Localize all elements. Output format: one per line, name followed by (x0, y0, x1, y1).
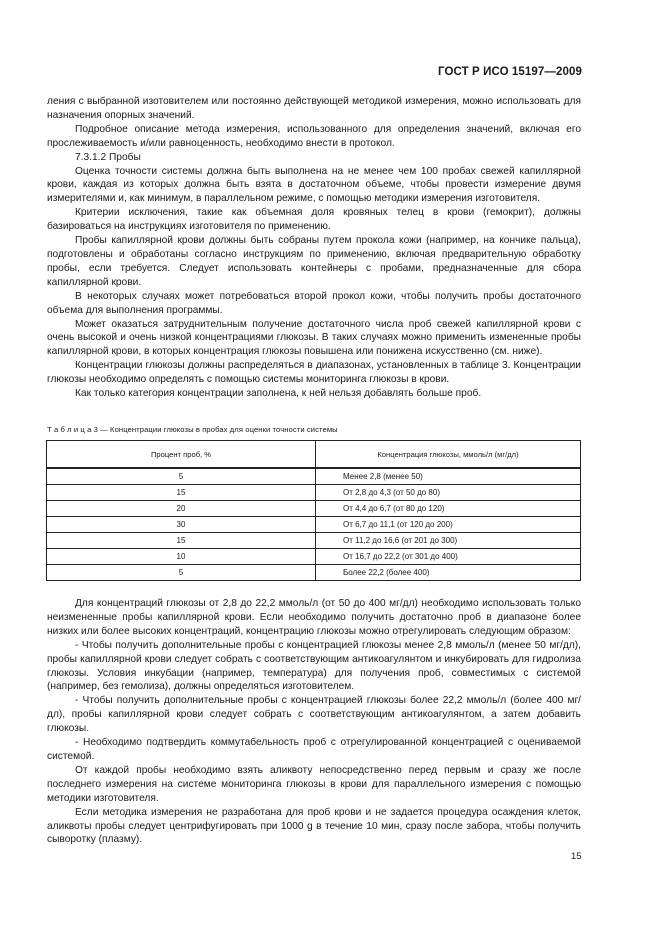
table-row (47, 549, 581, 565)
paragraph: Если методика измерения не разработана для проб крови и не задается процедура осаждения клеток, аликвоты пробы следует центрифугировать при 1000 g в течение 10 мин, сразу после забора, чтобы получить сыворотку (плазму). (47, 806, 581, 846)
list-item: - Чтобы получить дополнительные пробы с концентрацией глюкозы более 22,2 ммоль/л (более 400 мг/дл), пробы капиллярной крови следует собрать с соответствующим антикоагулянтом, а затем добавить глюкозы. (47, 695, 581, 735)
paragraph: Концентрации глюкозы должны распределяться в диапазонах, установленных в таблице 3. Концентрации глюкозы необходимо определять с помощью системы мониторинга глюкозы в крови. (47, 360, 581, 386)
paragraph: Подробное описание метода измерения, использованного для определения значений, включая его прослеживаемость и/или равноценность, необходимо внести в протокол. (47, 123, 581, 149)
percent-cell: 5 (47, 565, 316, 581)
paragraph: Пробы капиллярной крови должны быть собраны путем прокола кожи (например, на кончике пальца), подготовлены и обработаны согласно инструкциям по применению, включая предварительную обработку пробы, если требуется. Следует использовать контейнеры с пробами, предназначенные для сбора капиллярной крови. (47, 235, 581, 288)
percent-cell: 20 (47, 501, 316, 517)
paragraph: В некоторых случаях может потребоваться второй прокол кожи, чтобы получить пробы достаточного объема для выполнения программы. (47, 290, 581, 316)
concentration-cell: От 16,7 до 22,2 (от 301 до 400) (316, 549, 581, 565)
percent-cell: 30 (47, 517, 316, 533)
paragraph: Для концентраций глюкозы от 2,8 до 22,2 ммоль/л (от 50 до 400 мг/дл) необходимо использовать только неизмененные пробы капиллярной крови. Если необходимо получить достаточно проб в диапазоне более низких или более высоких концентраций, концентрацию глюкозы можно отрегулировать следующим образом: (47, 598, 581, 637)
column-header-concentration: Концентрация глюкозы, ммоль/л (мг/дл) (316, 441, 581, 469)
paragraph: Как только категория концентрации заполнена, к ней нельзя добавлять больше проб. (75, 388, 482, 400)
concentration-cell: Более 22,2 (более 400) (316, 565, 581, 581)
paragraph: Критерии исключения, такие как объемная доля кровяных телец в крови (гемокрит), должны базироваться на инструкциях изготовителя по применению. (47, 207, 581, 233)
paragraph: Может оказаться затруднительным получение достаточного числа проб свежей капиллярной крови с очень высокой и очень низкой концентрациями глюкозы. В таких случаях можно применить измененные пробы капиллярной крови, в которых концентрация глюкозы повышена или понижена искусственно (см. ниже). (47, 318, 581, 358)
percent-cell: 5 (47, 468, 316, 485)
table-caption: Т а б л и ц а 3 — Концентрации глюкозы в пробах для оценки точности системы (47, 425, 338, 434)
paragraph: ления с выбранной изотовителем или постоянно действующей методикой измерения, можно использовать для назначения опорных значений. (47, 96, 581, 121)
table-row (47, 565, 581, 581)
table-header-row (47, 441, 581, 469)
top-text-block (47, 95, 581, 401)
concentration-cell: От 6,7 до 11,1 (от 120 до 200) (316, 517, 581, 533)
list-item: - Чтобы получить дополнительные пробы с концентрацией глюкозы менее 2,8 ммоль/л (менее 50 мг/дл), пробы капиллярной крови следует собрать с соответствующим антикоагулянтом и инкубировать для гидролиза глюкозы. Условия инкубации (например, температура) для получения проб, совместимых с системой (например, без гемолиза), должны определяться изготовителем. (47, 639, 581, 693)
bottom-text-block (47, 597, 581, 847)
table-row (47, 517, 581, 533)
table-row (47, 501, 581, 517)
paragraph: От каждой пробы необходимо взять аликвоту непосредственно перед первым и сразу же после последнего измерения на системе мониторинга глюкозы в крови для параллельного измерения с помощью методики изготовителя. (47, 764, 581, 804)
section-heading: 7.3.1.2 Пробы (75, 151, 141, 163)
standard-header: ГОСТ Р ИСО 15197—2009 (437, 66, 582, 78)
concentration-cell: Менее 2,8 (менее 50) (316, 468, 581, 485)
table-row (47, 533, 581, 549)
glucose-concentration-table (46, 440, 581, 581)
percent-cell: 15 (47, 533, 316, 549)
concentration-cell: От 2,8 до 4,3 (от 50 до 80) (316, 485, 581, 501)
percent-cell: 15 (47, 485, 316, 501)
page-number: 15 (571, 851, 582, 862)
column-header-percent: Процент проб, % (47, 441, 316, 469)
paragraph: Оценка точности системы должна быть выполнена на не менее чем 100 пробах свежей капиллярной крови, каждая из которых должна быть взята в достаточном объеме, чтобы провести измерение двумя измерителями и, как минимум, в параллельном режиме, с помощью методики измерения изготовителя. (47, 165, 581, 205)
table-row (47, 485, 581, 501)
table-row (47, 468, 581, 485)
concentration-cell: От 4,4 до 6,7 (от 80 до 120) (316, 501, 581, 517)
concentration-cell: От 11,2 до 16,6 (от 201 до 300) (316, 533, 581, 549)
percent-cell: 10 (47, 549, 316, 565)
list-item: - Необходимо подтвердить коммутабельность проб с отрегулированной концентрацией с оцениваемой системой. (47, 737, 581, 762)
